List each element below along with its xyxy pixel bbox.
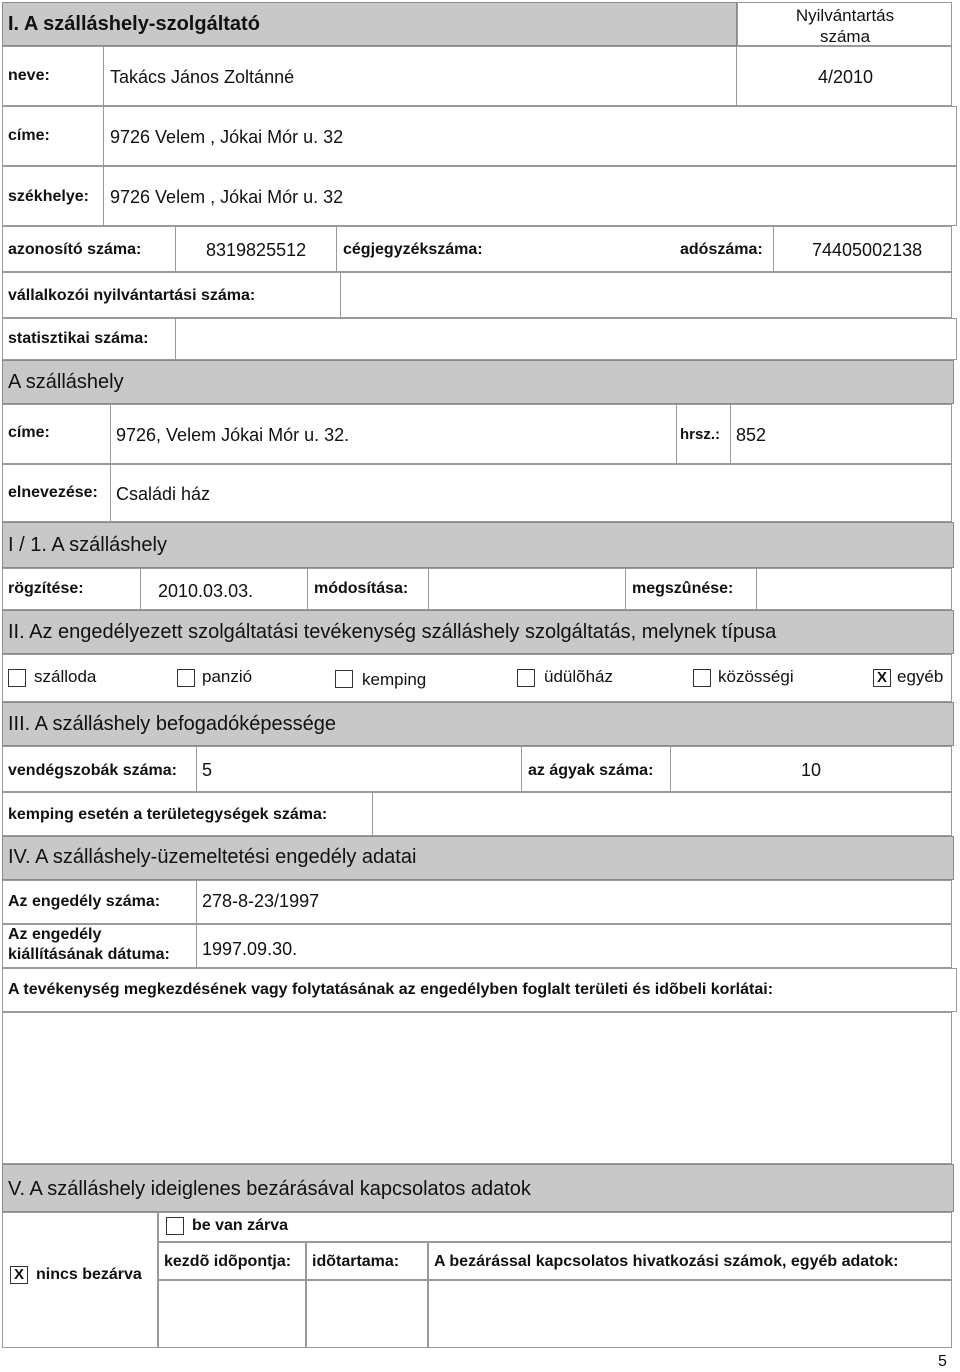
entrepreneur-label: vállalkozói nyilvántartási száma: xyxy=(8,287,256,304)
types-row xyxy=(2,654,952,702)
rooms-label: vendégszobák száma: xyxy=(8,762,177,779)
permit-no-label: Az engedély száma: xyxy=(8,893,161,910)
section2-title: II. Az engedélyezett szolgáltatási tevékenység szálláshely szolgáltatás, melynek típusa xyxy=(8,621,777,643)
beds-value: 10 xyxy=(801,760,822,780)
type-checkbox-egyeb[interactable]: X xyxy=(873,669,891,687)
camp-value-cell[interactable] xyxy=(372,792,952,836)
tax-label: adószáma: xyxy=(680,241,763,258)
start-label: kezdõ idõpontja: xyxy=(164,1253,292,1270)
page-number: 5 xyxy=(938,1353,947,1370)
section1-title: I. A szálláshely-szolgáltató xyxy=(8,13,260,35)
duration-label: idõtartama: xyxy=(312,1253,400,1270)
stat-value-cell[interactable] xyxy=(175,318,957,360)
start-value-cell[interactable] xyxy=(158,1280,306,1348)
camp-label: kemping esetén a területegységek száma: xyxy=(8,806,328,823)
lodging-name-label: elnevezése: xyxy=(8,484,98,501)
ended-label: megszûnése: xyxy=(632,580,734,597)
section4-title: IV. A szálláshely-üzemeltetési engedély adatai xyxy=(8,846,417,868)
type-label-egyeb: egyéb xyxy=(897,667,944,686)
type-checkbox-szalloda[interactable] xyxy=(8,669,26,687)
id-value: 8319825512 xyxy=(206,240,307,260)
hrsz-label: hrsz.: xyxy=(680,426,721,443)
type-checkbox-udulohaz[interactable] xyxy=(517,669,535,687)
type-checkbox-panzio[interactable] xyxy=(177,669,195,687)
type-checkbox-kemping[interactable] xyxy=(335,670,353,688)
type-checkbox-kozossegi[interactable] xyxy=(693,669,711,687)
entrepreneur-value-cell[interactable] xyxy=(340,272,952,318)
closed-checkbox[interactable] xyxy=(166,1217,184,1235)
refs-label: A bezárással kapcsolatos hivatkozási számok, egyéb adatok: xyxy=(434,1253,899,1270)
seat-value: 9726 Velem , Jókai Mór u. 32 xyxy=(110,187,344,207)
lodging-name-value-cell[interactable] xyxy=(110,464,952,522)
permit-date-label-2: kiállításának dátuma: xyxy=(8,946,170,963)
beds-label: az ágyak száma: xyxy=(528,762,654,779)
limits-value-area[interactable] xyxy=(2,1012,952,1164)
section5-title: V. A szálláshely ideiglenes bezárásával kapcsolatos adatok xyxy=(8,1178,531,1200)
stat-label: statisztikai száma: xyxy=(8,330,149,347)
type-label-szalloda: szálloda xyxy=(34,667,97,686)
lodging-name-value: Családi ház xyxy=(116,484,211,504)
refs-value-cell[interactable] xyxy=(428,1280,952,1348)
section3-title: III. A szálláshely befogadóképessége xyxy=(8,713,337,735)
closed-label: be van zárva xyxy=(192,1217,289,1234)
duration-value-cell[interactable] xyxy=(306,1280,428,1348)
permit-date-value: 1997.09.30. xyxy=(202,939,298,959)
name-label: neve: xyxy=(8,67,50,84)
id-label: azonosító száma: xyxy=(8,241,142,258)
type-label-panzio: panzió xyxy=(202,667,253,686)
lodging-header xyxy=(2,360,954,404)
recorded-label: rögzítése: xyxy=(8,580,84,597)
permit-no-value: 278-8-23/1997 xyxy=(202,891,320,911)
lodging-address-value: 9726, Velem Jókai Mór u. 32. xyxy=(116,425,350,445)
modified-label: módosítása: xyxy=(314,580,409,597)
recorded-value: 2010.03.03. xyxy=(158,581,254,601)
seat-label: székhelye: xyxy=(8,188,89,205)
section1-1-title: I / 1. A szálláshely xyxy=(8,534,167,556)
address-label: címe: xyxy=(8,127,50,144)
tax-value: 74405002138 xyxy=(812,240,923,260)
not-closed-label: nincs bezárva xyxy=(36,1266,142,1283)
modified-value-cell[interactable] xyxy=(428,568,626,610)
address-value: 9726 Velem , Jókai Mór u. 32 xyxy=(110,127,344,147)
registry-label: Nyilvántartás száma xyxy=(795,6,895,46)
hrsz-value: 852 xyxy=(736,425,767,445)
rooms-value: 5 xyxy=(202,760,213,780)
not-closed-checkbox[interactable]: X xyxy=(10,1266,28,1284)
permit-date-label-1: Az engedély xyxy=(8,926,102,943)
lodging-address-label: címe: xyxy=(8,424,50,441)
limits-label: A tevékenység megkezdésének vagy folytatásának az engedélyben foglalt területi és idõbeli korlátai: xyxy=(8,981,774,998)
permit-date-value-cell[interactable] xyxy=(196,924,952,968)
type-label-kozossegi: közösségi xyxy=(718,667,794,686)
registry-number: 4/2010 xyxy=(818,67,874,87)
company-reg-label: cégjegyzékszáma: xyxy=(343,241,483,258)
ended-value-cell[interactable] xyxy=(756,568,952,610)
type-label-kemping: kemping xyxy=(362,670,427,689)
rooms-value-cell[interactable] xyxy=(196,746,522,792)
lodging-title: A szálláshely xyxy=(8,371,124,393)
name-value: Takács János Zoltánné xyxy=(110,67,295,87)
type-label-udulohaz: üdülõház xyxy=(544,667,614,686)
